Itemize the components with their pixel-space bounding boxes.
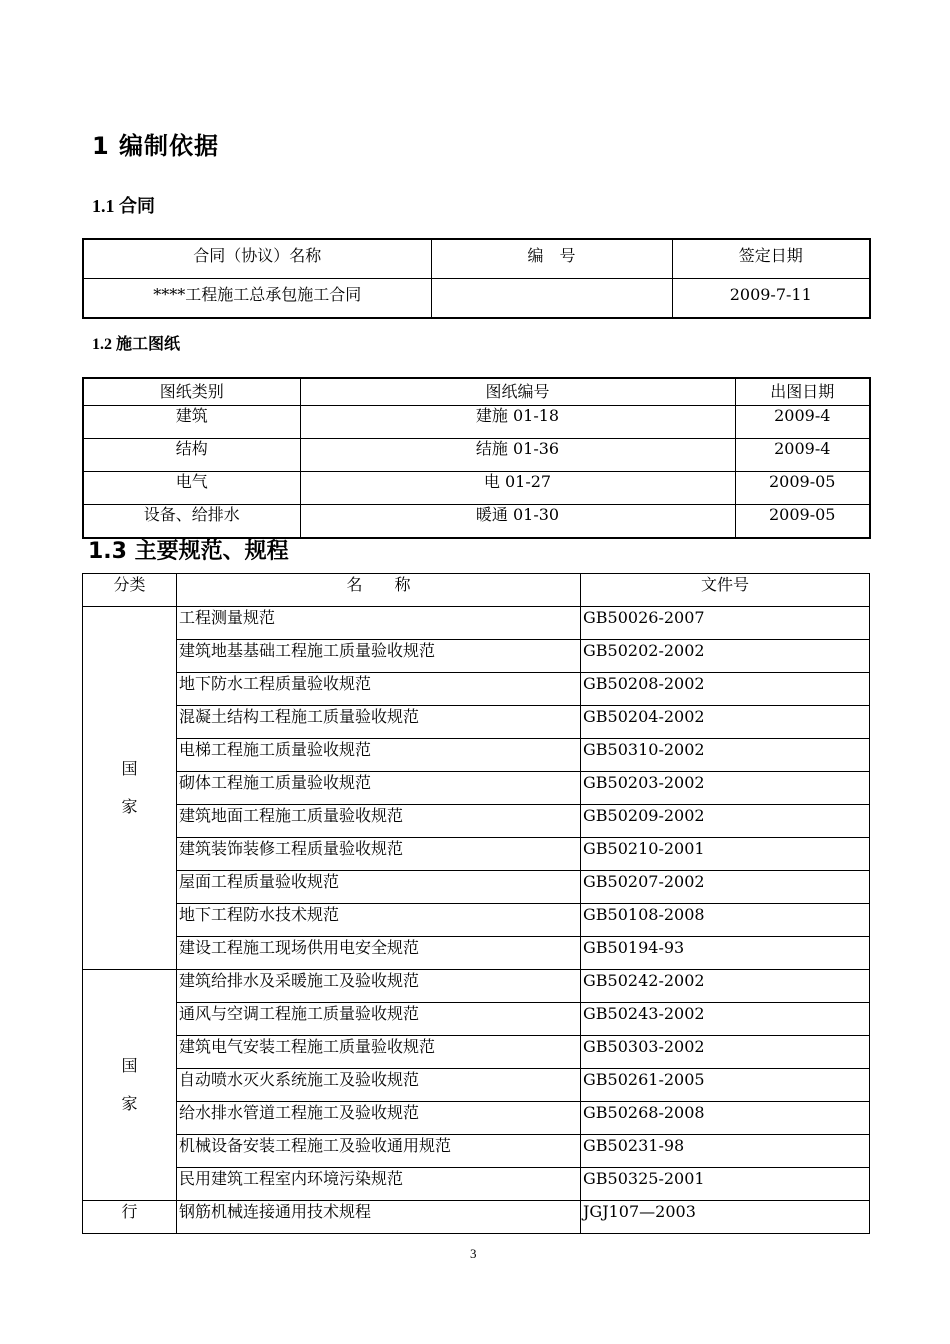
standard-name-cell: 工程测量规范 bbox=[177, 607, 581, 640]
drawing-date-cell: 2009-4 bbox=[735, 439, 870, 472]
standard-code-cell: JGJ107—2003 bbox=[581, 1201, 870, 1234]
category-cell bbox=[83, 970, 177, 1201]
table-row bbox=[83, 739, 870, 772]
table-row bbox=[83, 439, 870, 472]
standard-name-cell: 钢筋机械连接通用技术规程 bbox=[177, 1201, 581, 1234]
table-row bbox=[83, 838, 870, 871]
drawing-date-cell: 2009-05 bbox=[735, 472, 870, 505]
standard-name-cell: 民用建筑工程室内环境污染规范 bbox=[177, 1168, 581, 1201]
standard-code-cell: GB50268-2008 bbox=[581, 1102, 870, 1135]
standard-name-cell: 通风与空调工程施工质量验收规范 bbox=[177, 1003, 581, 1036]
drawing-category-cell: 电气 bbox=[83, 472, 300, 505]
drawing-category-cell: 设备、给排水 bbox=[83, 505, 300, 539]
standard-code-cell: GB50208-2002 bbox=[581, 673, 870, 706]
standards-table bbox=[82, 573, 870, 1234]
table-row bbox=[83, 871, 870, 904]
table-row bbox=[83, 970, 870, 1003]
table-row bbox=[83, 406, 870, 439]
table-header-row bbox=[83, 378, 870, 406]
standard-name-cell: 砌体工程施工质量验收规范 bbox=[177, 772, 581, 805]
category-cell bbox=[83, 607, 177, 970]
standard-name-cell: 建筑地面工程施工质量验收规范 bbox=[177, 805, 581, 838]
drawing-number-cell: 建施 01-18 bbox=[300, 406, 735, 439]
contract-date-cell: 2009-7-11 bbox=[672, 279, 870, 319]
standard-name-cell: 电梯工程施工质量验收规范 bbox=[177, 739, 581, 772]
table-row bbox=[83, 1168, 870, 1201]
drawing-number-cell: 暖通 01-30 bbox=[300, 505, 735, 539]
drawing-number-cell: 电 01-27 bbox=[300, 472, 735, 505]
standard-code-cell: GB50207-2002 bbox=[581, 871, 870, 904]
table-row bbox=[83, 1003, 870, 1036]
table-row bbox=[83, 640, 870, 673]
header-cell: 名 称 bbox=[177, 574, 581, 607]
header-cell: 图纸编号 bbox=[300, 378, 735, 406]
standard-code-cell: GB50231-98 bbox=[581, 1135, 870, 1168]
table-row bbox=[83, 673, 870, 706]
drawings-table bbox=[82, 377, 871, 539]
table-row bbox=[83, 805, 870, 838]
standard-name-cell: 自动喷水灭火系统施工及验收规范 bbox=[177, 1069, 581, 1102]
standard-code-cell: GB50108-2008 bbox=[581, 904, 870, 937]
subsection-contract-title: 1.1 合同 bbox=[92, 196, 155, 216]
standard-name-cell: 机械设备安装工程施工及验收通用规范 bbox=[177, 1135, 581, 1168]
standard-code-cell: GB50243-2002 bbox=[581, 1003, 870, 1036]
standard-code-cell: GB50202-2002 bbox=[581, 640, 870, 673]
table-header-row bbox=[83, 574, 870, 607]
standard-name-cell: 建设工程施工现场供用电安全规范 bbox=[177, 937, 581, 970]
drawing-category-cell: 建筑 bbox=[83, 406, 300, 439]
standard-code-cell: GB50194-93 bbox=[581, 937, 870, 970]
header-cell: 文件号 bbox=[581, 574, 870, 607]
header-cell: 分类 bbox=[83, 574, 177, 607]
contract-name-cell: ****工程施工总承包施工合同 bbox=[83, 279, 431, 319]
header-cell: 签定日期 bbox=[672, 239, 870, 279]
header-cell: 图纸类别 bbox=[83, 378, 300, 406]
drawing-category-cell: 结构 bbox=[83, 439, 300, 472]
table-row bbox=[83, 1102, 870, 1135]
standard-name-cell: 屋面工程质量验收规范 bbox=[177, 871, 581, 904]
table-row bbox=[83, 279, 870, 319]
standard-name-cell: 地下防水工程质量验收规范 bbox=[177, 673, 581, 706]
standard-code-cell: GB50210-2001 bbox=[581, 838, 870, 871]
standard-code-cell: GB50026-2007 bbox=[581, 607, 870, 640]
header-cell: 合同（协议）名称 bbox=[83, 239, 431, 279]
standard-name-cell: 建筑给排水及采暖施工及验收规范 bbox=[177, 970, 581, 1003]
table-row bbox=[83, 1201, 870, 1234]
standard-code-cell: GB50325-2001 bbox=[581, 1168, 870, 1201]
standard-name-cell: 混凝土结构工程施工质量验收规范 bbox=[177, 706, 581, 739]
category-char: 国 bbox=[121, 1056, 138, 1075]
header-cell: 出图日期 bbox=[735, 378, 870, 406]
table-row bbox=[83, 772, 870, 805]
standard-name-cell: 地下工程防水技术规范 bbox=[177, 904, 581, 937]
standard-code-cell: GB50203-2002 bbox=[581, 772, 870, 805]
page-number: 3 bbox=[470, 1246, 477, 1261]
standard-code-cell: GB50204-2002 bbox=[581, 706, 870, 739]
section-title: 1 编制依据 bbox=[92, 132, 220, 160]
standard-code-cell: GB50242-2002 bbox=[581, 970, 870, 1003]
drawing-date-cell: 2009-05 bbox=[735, 505, 870, 539]
table-row bbox=[83, 607, 870, 640]
standard-name-cell: 建筑装饰装修工程质量验收规范 bbox=[177, 838, 581, 871]
contract-number-cell bbox=[431, 279, 672, 319]
table-row bbox=[83, 472, 870, 505]
contract-table bbox=[82, 238, 871, 319]
drawing-date-cell: 2009-4 bbox=[735, 406, 870, 439]
standard-code-cell: GB50209-2002 bbox=[581, 805, 870, 838]
header-cell: 编 号 bbox=[431, 239, 672, 279]
subsection-drawings-title: 1.2 施工图纸 bbox=[92, 336, 181, 353]
table-row bbox=[83, 937, 870, 970]
standard-code-cell: GB50303-2002 bbox=[581, 1036, 870, 1069]
standard-name-cell: 建筑电气安装工程施工质量验收规范 bbox=[177, 1036, 581, 1069]
subsection-standards-title: 1.3 主要规范、规程 bbox=[88, 539, 289, 564]
category-char: 家 bbox=[121, 1094, 138, 1113]
standard-name-cell: 给水排水管道工程施工及验收规范 bbox=[177, 1102, 581, 1135]
table-row bbox=[83, 1069, 870, 1102]
table-row bbox=[83, 1135, 870, 1168]
category-char: 国 bbox=[121, 759, 138, 778]
table-row bbox=[83, 904, 870, 937]
table-row bbox=[83, 706, 870, 739]
category-cell: 行 bbox=[83, 1201, 177, 1234]
category-char: 家 bbox=[121, 797, 138, 816]
standard-code-cell: GB50310-2002 bbox=[581, 739, 870, 772]
drawing-number-cell: 结施 01-36 bbox=[300, 439, 735, 472]
table-row bbox=[83, 505, 870, 539]
standard-code-cell: GB50261-2005 bbox=[581, 1069, 870, 1102]
table-header-row bbox=[83, 239, 870, 279]
table-row bbox=[83, 1036, 870, 1069]
standard-name-cell: 建筑地基基础工程施工质量验收规范 bbox=[177, 640, 581, 673]
